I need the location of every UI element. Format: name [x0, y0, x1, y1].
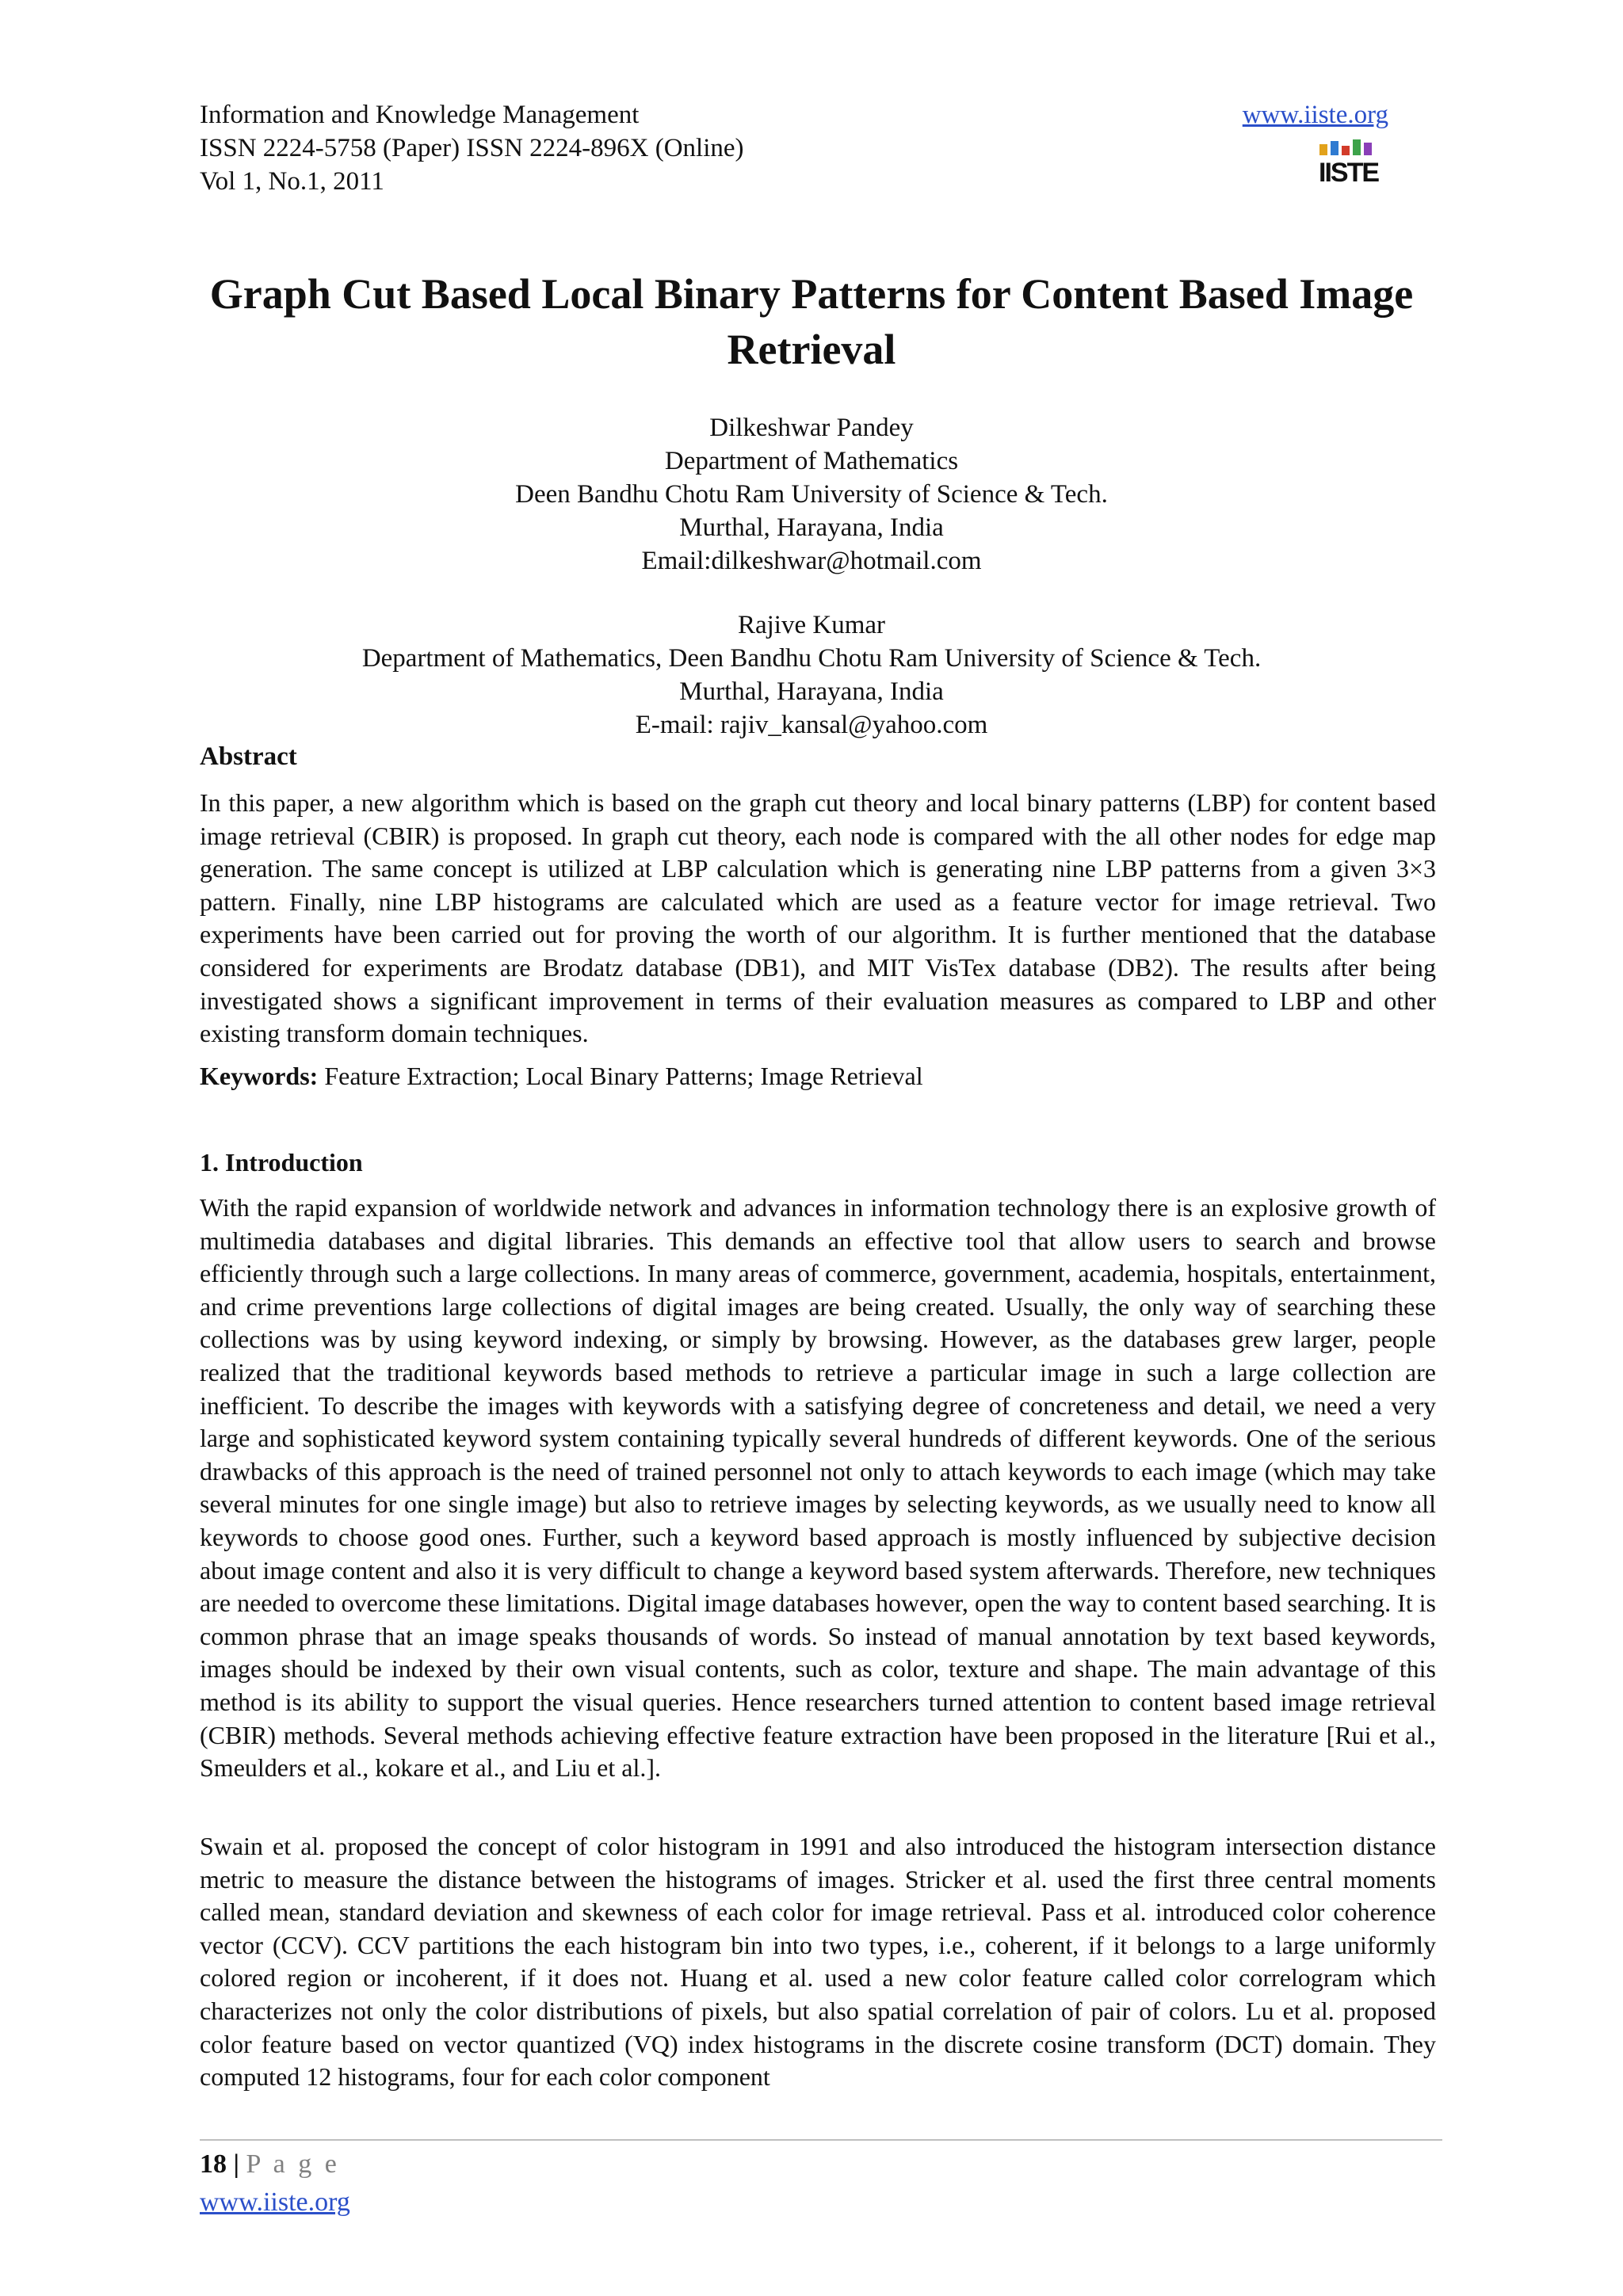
abstract-text: In this paper, a new algorithm which is based on the graph cut theory and local binary patterns (LBP) for content based image retrieval (CBIR) is proposed. In graph cut theory, each node is compared with the all other nodes for edge map generation. The same concept is utilized at LBP calculation which is generating nine LBP patterns from a given 3×3 pattern. Finally, nine LBP histograms are calculated which are used as a feature vector for image retrieval. Two experiments have been carried out for proving the worth of our algorithm. It is further mentioned that the database considered for experiments are Brodatz database (DB1), and MIT VisTex database (DB2). The results after being investigated shows a significant improvement in terms of their evaluation measures as compared to LBP and other existing transform domain techniques.: [200, 788, 1436, 1048]
page-separator: |: [227, 2149, 246, 2179]
journal-header: [200, 98, 1388, 198]
introduction-paragraph: With the rapid expansion of worldwide network and advances in information technology there is an explosive growth of multimedia databases and digital libraries. This demands an effective tool that allow users to search and browse efficiently through such a large collections. In many areas of commerce, government, academia, hospitals, entertainment, and crime preventions large collections of digital images are being created. Usually, the only way of searching these collections was by using keyword indexing, or simply by browsing. However, as the databases grew larger, people realized that the traditional keywords based methods to retrieve a particular image in such a large collection are inefficient. To describe the images with keywords with a satisfying degree of concreteness and detail, we need a very large and sophisticated keyword system containing typically several hundreds of different keywords. One of the serious drawbacks of this approach is the need of trained personnel not only to attach keywords to each image (which may take several minutes for one single image) but also to retrieve images by selecting keywords, as we usually need to know all keywords to choose good ones. Further, such a keyword based approach is mostly influenced by subjective decision about image content and also it is very difficult to change a keyword based system afterwards. Therefore, new techniques are needed to overcome these limitations. Digital image databases however, open the way to content based searching. It is common phrase that an image speaks thousands of words. So instead of manual annotation by text based keywords, images should be indexed by their own visual contents, such as color, texture and shape. The main advantage of this method is its ability to support the visual queries. Hence researchers turned attention to content based image retrieval (CBIR) methods. Several methods achieving effective feature extraction have been proposed in the literature [Rui et al., Smeulders et al., kokare et al., and Liu et al.].: [200, 1193, 1436, 1783]
logo-bar: [1331, 141, 1338, 155]
author-email: E-mail: rajiv_kansal@yahoo.com: [635, 711, 988, 739]
page-word: P a g e: [246, 2149, 340, 2179]
paper-title: Graph Cut Based Local Binary Patterns for Content Based Image Retrieval: [209, 270, 1414, 373]
logo-text: IISTE: [1319, 158, 1379, 188]
logo-bar: [1319, 144, 1327, 155]
abstract-heading: Abstract: [200, 742, 297, 771]
logo-bars-icon: [1319, 139, 1373, 155]
keywords-label: Keywords:: [200, 1062, 319, 1090]
journal-url-link[interactable]: www.iiste.org: [1242, 101, 1388, 129]
journal-issn: ISSN 2224-5758 (Paper) ISSN 2224-896X (Online): [200, 134, 744, 162]
author-location: Murthal, Harayana, India: [679, 677, 944, 706]
journal-name: Information and Knowledge Management: [200, 101, 640, 129]
author-dept: Department of Mathematics: [664, 447, 959, 475]
page-number: 18: [200, 2149, 227, 2179]
journal-volume: Vol 1, No.1, 2011: [200, 167, 384, 196]
logo-bar: [1342, 146, 1350, 155]
keywords-line: [200, 1059, 923, 1093]
footer-divider: [200, 2139, 1442, 2141]
author-block-1: [158, 411, 1465, 578]
author-block-2: [158, 608, 1465, 742]
logo-bar: [1364, 143, 1372, 155]
author-dept: Department of Mathematics, Deen Bandhu Chotu Ram University of Science & Tech.: [361, 644, 1262, 673]
logo-bar: [1353, 139, 1361, 155]
keywords-text: Feature Extraction; Local Binary Patterns; Image Retrieval: [318, 1062, 923, 1090]
introduction-heading: 1. Introduction: [200, 1148, 363, 1177]
author-location: Murthal, Harayana, India: [679, 513, 944, 542]
footer-url-link[interactable]: www.iiste.org: [200, 2187, 350, 2217]
introduction-paragraph: Swain et al. proposed the concept of color histogram in 1991 and also introduced the histogram intersection distance metric to measure the distance between the histograms of images. Stricker et al. used the first three central moments called mean, standard deviation and skewness of each color for image retrieval. Pass et al. introduced color coherence vector (CCV). CCV partitions the each histogram bin into two types, i.e., coherent, if it belongs to a large uniformly colored region or incoherent, if it does not. Huang et al. used a new color feature called color correlogram which characterizes not only the color distributions of pixels, but also spatial correlation of pair of colors. Lu et al. proposed color feature based on vector quantized (VQ) index histograms in the discrete cosine transform (DCT) domain. They computed 12 histograms, four for each color component: [200, 1832, 1436, 2092]
iiste-logo: [1319, 139, 1379, 196]
author-name: Rajive Kumar: [737, 611, 886, 639]
author-email: Email:dilkeshwar@hotmail.com: [641, 547, 982, 575]
author-name: Dilkeshwar Pandey: [709, 414, 914, 442]
author-university: Deen Bandhu Chotu Ram University of Science & Tech.: [515, 480, 1108, 509]
page-footer: [200, 2145, 350, 2222]
